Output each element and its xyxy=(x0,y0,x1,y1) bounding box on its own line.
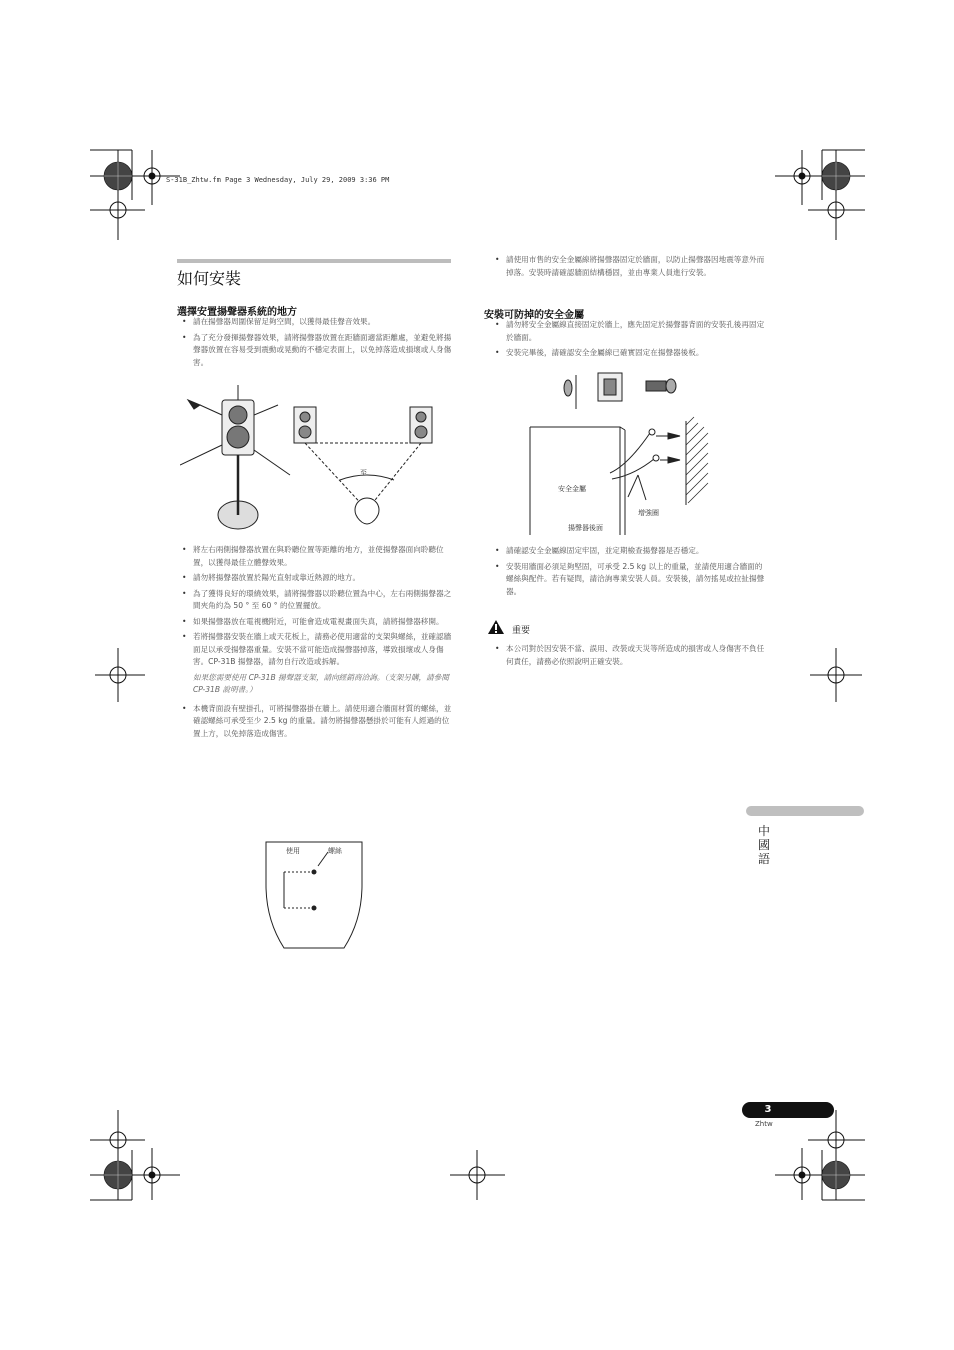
file-header: S-31B_Zhtw.fm Page 3 Wednesday, July 29, 2009 3:36 PM xyxy=(166,176,390,184)
stand-note: 如果您需要使用 CP-31B 揚聲器支架，請向經銷商洽詢。（支架另購，請參閱 CP-31B 說明書。） xyxy=(193,672,449,694)
language-tab xyxy=(746,806,864,816)
list-item: • 安裝完畢後，請確認安全金屬線已確實固定在揚聲器後板。 xyxy=(490,347,765,360)
important-label: 重要 xyxy=(512,626,531,636)
bracket-label: 增強圈 xyxy=(638,509,659,517)
list-item: • 本公司對於因安裝不當、誤用、改裝或天災等所造成的損害或人身傷害不負任何責任，請務必依照說明正確安裝。 xyxy=(490,643,765,668)
list-item: • 如果揚聲器放在電視機附近，可能會造成電視畫面失真，請將揚聲器移開。 xyxy=(177,616,452,629)
list-item: • 為了獲得良好的環繞效果，請將揚聲器以聆聽位置為中心，左右兩側揚聲器之間夾角約為 50 ° 至 60 ° 的位置擺放。 xyxy=(177,588,452,613)
right-heading: 安裝可防掉的安全金屬 xyxy=(484,310,584,321)
safety-wire-figure xyxy=(528,365,718,535)
speaker-placement-figure xyxy=(180,385,452,537)
list-item: • 將左右兩側揚聲器放置在與聆聽位置等距離的地方，並使揚聲器面向聆聽位置，以獲得最佳立體聲效果。 xyxy=(177,544,452,569)
rear-panel-figure xyxy=(264,840,364,950)
page-number: 3 xyxy=(764,1104,772,1115)
list-item: • 請確認安全金屬線固定牢固，並定期檢查揚聲器是否穩定。 xyxy=(490,545,765,558)
list-item: • 本機背面設有壁掛孔，可將揚聲器掛在牆上。請使用適合牆面材質的螺絲，並確認螺絲可承受至少 2.5 kg 的重量。請勿將揚聲器懸掛於可能有人經過的位置上方，以免掉落造成傷害。 xyxy=(177,703,452,741)
right-list-a xyxy=(490,319,765,363)
rear-label: 揚聲器後面 xyxy=(568,524,603,532)
warning-icon xyxy=(487,619,505,635)
title-rule xyxy=(177,259,451,263)
angle-label: 至 xyxy=(360,469,367,477)
right-list-b xyxy=(490,545,765,601)
list-item: • 請在揚聲器周圍保留足夠空間，以獲得最佳聲音效果。 xyxy=(177,316,452,329)
right-list-top xyxy=(490,254,765,282)
left-list-mid xyxy=(177,544,452,743)
left-heading: 選擇安置揚聲器系統的地方 xyxy=(177,307,297,318)
list-item: • 請使用市售的安全金屬線將揚聲器固定於牆面，以防止揚聲器因地震等意外而掉落。安裝時請確認牆面結構穩固，並由專業人員進行安裝。 xyxy=(490,254,765,279)
wire-label: 安全金屬 xyxy=(558,485,586,493)
list-item: • 若將揚聲器安裝在牆上或天花板上，請務必使用適當的支架與螺絲，並確認牆面足以承受揚聲器重量。安裝不當可能造成揚聲器掉落，導致損壞或人身傷害。CP-31B 揚聲器，請勿自行改造或拆解。 xyxy=(177,631,452,669)
language-label: 中國語 xyxy=(758,824,771,866)
left-list-top xyxy=(177,316,452,372)
section-title: 如何安裝 xyxy=(177,269,242,288)
language-code: Zhtw xyxy=(755,1120,773,1128)
screw-label: 螺絲 xyxy=(328,847,342,855)
use-label: 使用 xyxy=(286,847,300,855)
list-item: • 為了充分發揮揚聲器效果，請將揚聲器放置在距牆面適當距離處，並避免將揚聲器放置在容易受到震動或晃動的不穩定表面上，以免掉落造成損壞或人身傷害。 xyxy=(177,332,452,370)
list-item: • 請勿將安全金屬線直接固定於牆上，應先固定於揚聲器背面的安裝孔後再固定於牆面。 xyxy=(490,319,765,344)
important-list xyxy=(490,643,765,671)
list-item: • 請勿將揚聲器放置於陽光直射或靠近熱源的地方。 xyxy=(177,572,452,585)
list-item: • 安裝用牆面必須足夠堅固，可承受 2.5 kg 以上的重量，並請使用適合牆面的螺絲與配件。若有疑問，請洽詢專業安裝人員。安裝後，請勿搖晃或拉扯揚聲器。 xyxy=(490,561,765,599)
